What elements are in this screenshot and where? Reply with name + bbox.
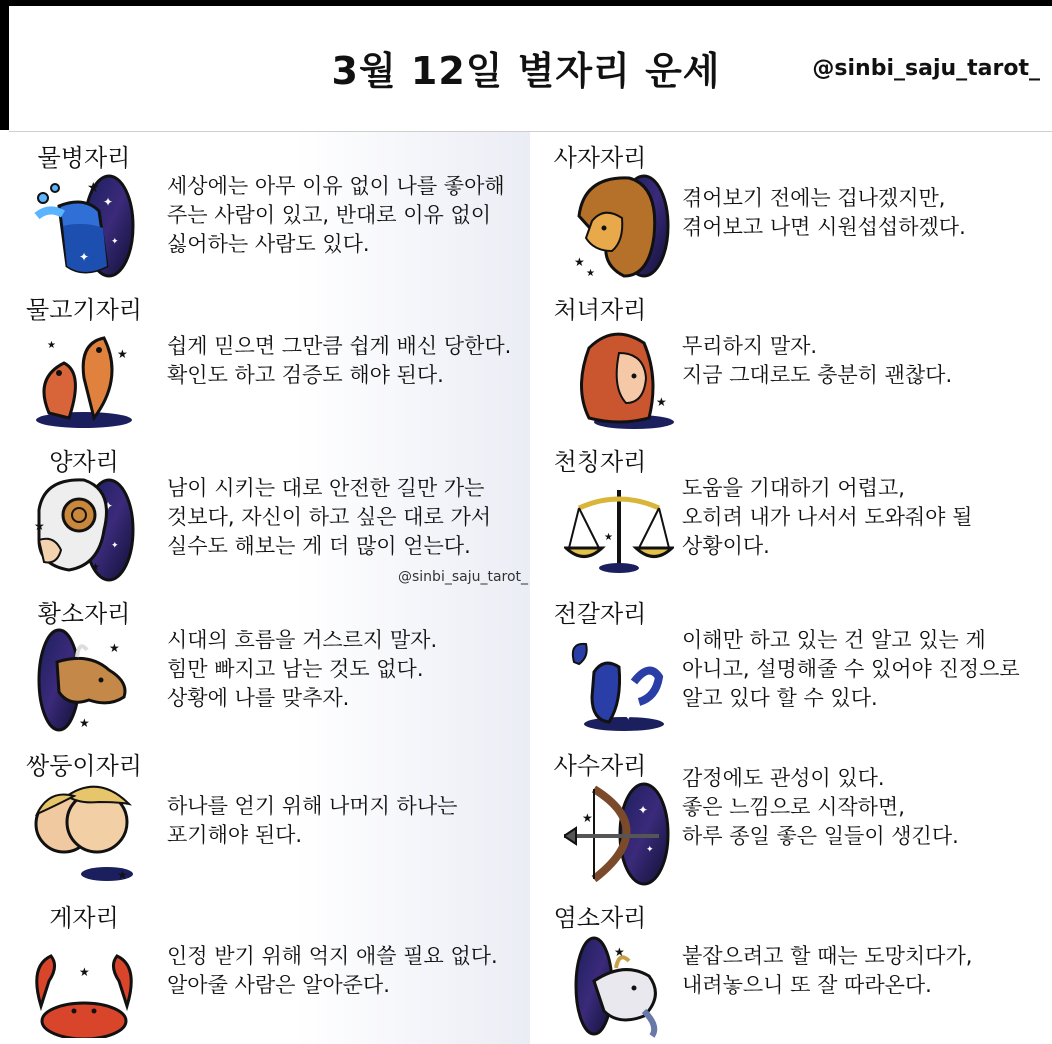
- svg-text:★: ★: [91, 562, 100, 573]
- sign-card-leo: [530, 132, 1052, 284]
- sign-card-sagittarius: [530, 740, 1052, 892]
- sign-name: 물병자리: [37, 144, 131, 172]
- svg-text:★: ★: [47, 340, 56, 351]
- sign-name: 쌍둥이자리: [26, 752, 142, 780]
- libra-icon: [564, 470, 674, 582]
- svg-text:★: ★: [604, 532, 613, 543]
- sign-card-scorpio: [530, 588, 1052, 740]
- watermark: @sinbi_saju_tarot_: [398, 569, 529, 585]
- row-1: [9, 132, 1052, 285]
- svg-text:✦: ✦: [79, 250, 90, 264]
- page-title: 3월 12일 별자리 운세: [331, 49, 721, 93]
- fortune-text: 세상에는 아무 이유 없이 나를 좋아해 주는 사람이 있고, 반대로 이유 없이 싫어하는 사람도 있다.: [167, 174, 505, 256]
- sign-name: 천칭자리: [553, 448, 647, 476]
- aries-icon: [29, 470, 139, 582]
- sign-name: 처녀자리: [553, 296, 647, 324]
- sign-card-capricorn: [530, 892, 1052, 1044]
- row-2: [9, 284, 1052, 437]
- sign-name: 사자자리: [553, 144, 647, 172]
- gemini-icon: [29, 774, 139, 886]
- fortune-text: 하나를 얻기 위해 나머지 하나는 포기해야 된다.: [167, 794, 458, 847]
- sign-card-pisces: [9, 284, 530, 436]
- svg-text:★: ★: [656, 395, 667, 409]
- cancer-icon: [29, 926, 139, 1038]
- svg-text:★: ★: [79, 965, 90, 979]
- svg-text:★: ★: [117, 347, 128, 361]
- fortune-text: 시대의 흐름을 거스르지 말자. 힘만 빠지고 남는 것도 없다. 상황에 나를 맞추자.: [167, 628, 438, 710]
- svg-text:★: ★: [614, 945, 625, 959]
- fortune-text: 감정에도 관성이 있다. 좋은 느낌으로 시작하면, 하루 종일 좋은 일들이 생긴다.: [682, 766, 959, 848]
- svg-text:✦: ✦: [624, 712, 633, 723]
- svg-text:★: ★: [574, 255, 585, 269]
- sign-name: 물고기자리: [26, 296, 142, 324]
- sign-card-taurus: [9, 588, 530, 740]
- row-6: [9, 892, 1052, 1043]
- sign-name: 양자리: [49, 448, 119, 476]
- sign-name: 황소자리: [37, 600, 131, 628]
- sagittarius-icon: [564, 774, 674, 886]
- fortune-text: 붙잡으려고 할 때는 도망치다가, 내려놓으니 또 잘 따라온다.: [682, 944, 973, 997]
- svg-text:★: ★: [586, 268, 595, 278]
- sign-card-cancer: [9, 892, 530, 1044]
- sign-name: 게자리: [49, 904, 119, 932]
- virgo-icon: [564, 318, 674, 430]
- fortune-text: 무리하지 말자. 지금 그대로도 충분히 괜찮다.: [682, 334, 953, 387]
- sign-card-gemini: [9, 740, 530, 892]
- sign-name: 염소자리: [553, 904, 647, 932]
- aquarius-icon: [29, 166, 139, 278]
- svg-text:★: ★: [79, 716, 90, 730]
- author-handle: @sinbi_saju_tarot_: [812, 56, 1040, 81]
- fortune-text: 인정 받기 위해 억지 애쓸 필요 없다. 알아줄 사람은 알아준다.: [167, 944, 498, 997]
- top-border: [0, 0, 1052, 6]
- sign-name: 사수자리: [553, 752, 647, 780]
- row-5: [9, 740, 1052, 893]
- svg-text:★: ★: [34, 519, 45, 533]
- sign-name: 전갈자리: [553, 600, 647, 628]
- sign-card-aries: [9, 436, 530, 588]
- fortune-text: 쉽게 믿으면 그만큼 쉽게 배신 당한다. 확인도 하고 검증도 해야 된다.: [167, 334, 512, 387]
- taurus-icon: [29, 622, 139, 734]
- svg-text:★: ★: [87, 180, 100, 196]
- sign-card-virgo: [530, 284, 1052, 436]
- leo-icon: [564, 166, 674, 278]
- fortune-text: 이해만 하고 있는 건 알고 있는 게 아니고, 설명해줄 수 있어야 진정으로 알고 있다 할 수 있다.: [682, 628, 1020, 710]
- svg-text:★: ★: [117, 868, 128, 882]
- fortune-text: 겪어보기 전에는 겁나겠지만, 겪어보고 나면 시원섭섭하겠다.: [682, 186, 966, 239]
- svg-text:★: ★: [582, 811, 593, 825]
- svg-text:★: ★: [109, 641, 120, 655]
- row-3: [9, 436, 1052, 589]
- fortune-text: 남이 시키는 대로 안전한 길만 가는 것보다, 자신이 하고 싶은 대로 가서 실수도 해보는 게 더 많이 얻는다.: [167, 476, 492, 558]
- pisces-icon: [29, 318, 139, 430]
- sign-card-libra: [530, 436, 1052, 588]
- horoscope-grid: [9, 131, 1052, 1043]
- fortune-text: 도움을 기대하기 어렵고, 오히려 내가 나서서 도와줘야 될 상황이다.: [682, 476, 973, 558]
- scorpio-icon: [564, 622, 674, 734]
- capricorn-icon: [564, 926, 674, 1038]
- row-4: [9, 588, 1052, 741]
- sign-card-aquarius: [9, 132, 530, 284]
